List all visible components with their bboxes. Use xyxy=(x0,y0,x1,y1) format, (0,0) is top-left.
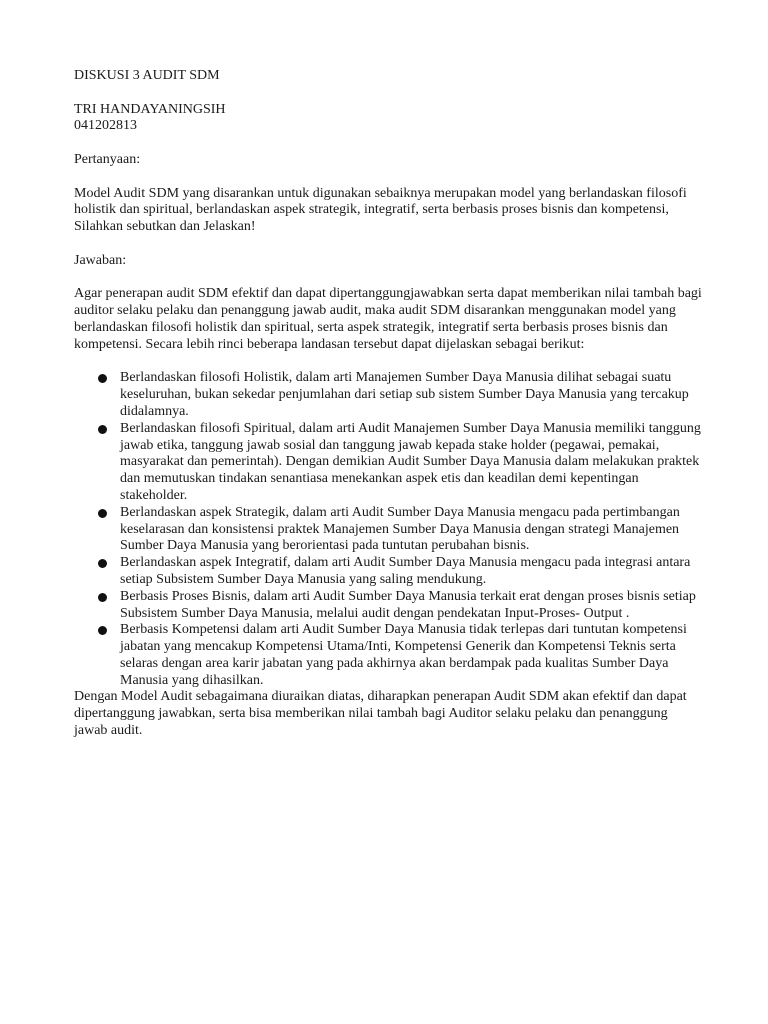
document-title: DISKUSI 3 AUDIT SDM xyxy=(74,68,220,83)
bullet-dot-icon xyxy=(98,559,107,568)
document-page xyxy=(74,68,704,740)
spacer xyxy=(74,270,704,287)
conclusion-text: Dengan Model Audit sebagaimana diuraikan diatas, diharapkan penerapan Audit SDM akan efektif dan dapat dipertanggung jawabkan, serta bisa memberikan nilai tambah bagi Auditor selaku pelaku dan penanggung jawab audit. xyxy=(74,689,687,739)
list-item-text: Berlandaskan aspek Strategik, dalam arti Audit Sumber Daya Manusia mengacu pada pertimbangan keselarasan dan konsistensi praktek Manajemen Sumber Daya Manusia dengan strategi Manajemen Sumber Daya Manusia yang berorientasi pada tuntutan perubahan bisnis. xyxy=(120,504,680,554)
bullet-dot-icon xyxy=(98,593,107,602)
bullet-dot-icon xyxy=(98,509,107,518)
list-item xyxy=(74,421,704,505)
list-item xyxy=(74,555,704,589)
bullet-dot-icon xyxy=(98,425,107,434)
list-item-text: Berbasis Proses Bisnis, dalam arti Audit Sumber Daya Manusia terkait erat dengan proses bisnis setiap Subsistem Sumber Daya Manusia, melalui audit dengan pendekatan Input-Proses- Output . xyxy=(120,588,696,621)
spacer xyxy=(74,169,704,186)
list-item xyxy=(74,622,704,689)
author-name: TRI HANDAYANINGSIH xyxy=(74,101,226,117)
spacer xyxy=(74,236,704,253)
bullet-dot-icon xyxy=(98,374,107,383)
bullet-dot-icon xyxy=(98,626,107,635)
list-item-text: Berlandaskan filosofi Holistik, dalam arti Manajemen Sumber Daya Manusia dilihat sebagai suatu keseluruhan, bukan sekedar penjumlahan dari setiap sub sistem Sumber Daya Manusia yang tercakup didalamnya. xyxy=(120,370,689,419)
author-id: 041202813 xyxy=(74,118,137,134)
list-item xyxy=(74,370,704,420)
list-item-text: Berbasis Kompetensi dalam arti Audit Sumber Daya Manusia tidak terlepas dari tuntutan kompetensi jabatan yang mencakup Kompetensi Utama/Inti, Kompetensi Generik dan Kompetensi Teknis serta selaras dengan area karir jabatan yang pada akhirnya akan berdampak pada kualitas Sumber Daya Manusia yang dihasilkan. xyxy=(120,622,687,688)
spacer xyxy=(74,135,704,152)
answer-label: Jawaban: xyxy=(74,252,127,268)
answer-intro: Agar penerapan audit SDM efektif dan dapat dipertanggungjawabkan serta dapat memberikan nilai tambah bagi auditor selaku pelaku dan penanggung jawab audit, maka audit SDM disarankan menggunakan model yang berlandaskan filosofi holistik dan spiritual, serta aspek strategik, integratif serta berbasis proses bisnis dan kompetensi. Secara lebih rinci beberapa landasan tersebut dapat dijelaskan sebagai berikut: xyxy=(74,286,702,352)
question-text: Model Audit SDM yang disarankan untuk digunakan sebaiknya merupakan model yang berlandaskan filosofi holistik dan spiritual, berlandaskan aspek strategik, integratif, serta berbasis proses bisnis dan kompetensi, Silahkan sebutkan dan Jelaskan! xyxy=(74,185,687,235)
list-item xyxy=(74,505,704,555)
question-label: Pertanyaan: xyxy=(74,151,141,167)
list-item xyxy=(74,589,704,623)
spacer xyxy=(74,354,704,371)
bullet-list xyxy=(74,370,704,689)
list-item-text: Berlandaskan filosofi Spiritual, dalam arti Audit Manajemen Sumber Daya Manusia memiliki tanggung jawab etika, tanggung jawab sosial dan tanggung jawab kepada stake holder (pegawai, pemakai, masyarakat dan pemerintah). Dengan demikian Audit Sumber Daya Manusia dalam melakukan praktek dan memutuskan tindakan senantiasa menekankan aspek etis dan keadilan demi kepentingan stakeholder. xyxy=(120,420,701,503)
list-item-text: Berlandaskan aspek Integratif, dalam arti Audit Sumber Daya Manusia mengacu pada integrasi antara setiap Subsistem Sumber Daya Manusia yang saling mendukung. xyxy=(120,555,691,587)
spacer xyxy=(74,85,704,102)
